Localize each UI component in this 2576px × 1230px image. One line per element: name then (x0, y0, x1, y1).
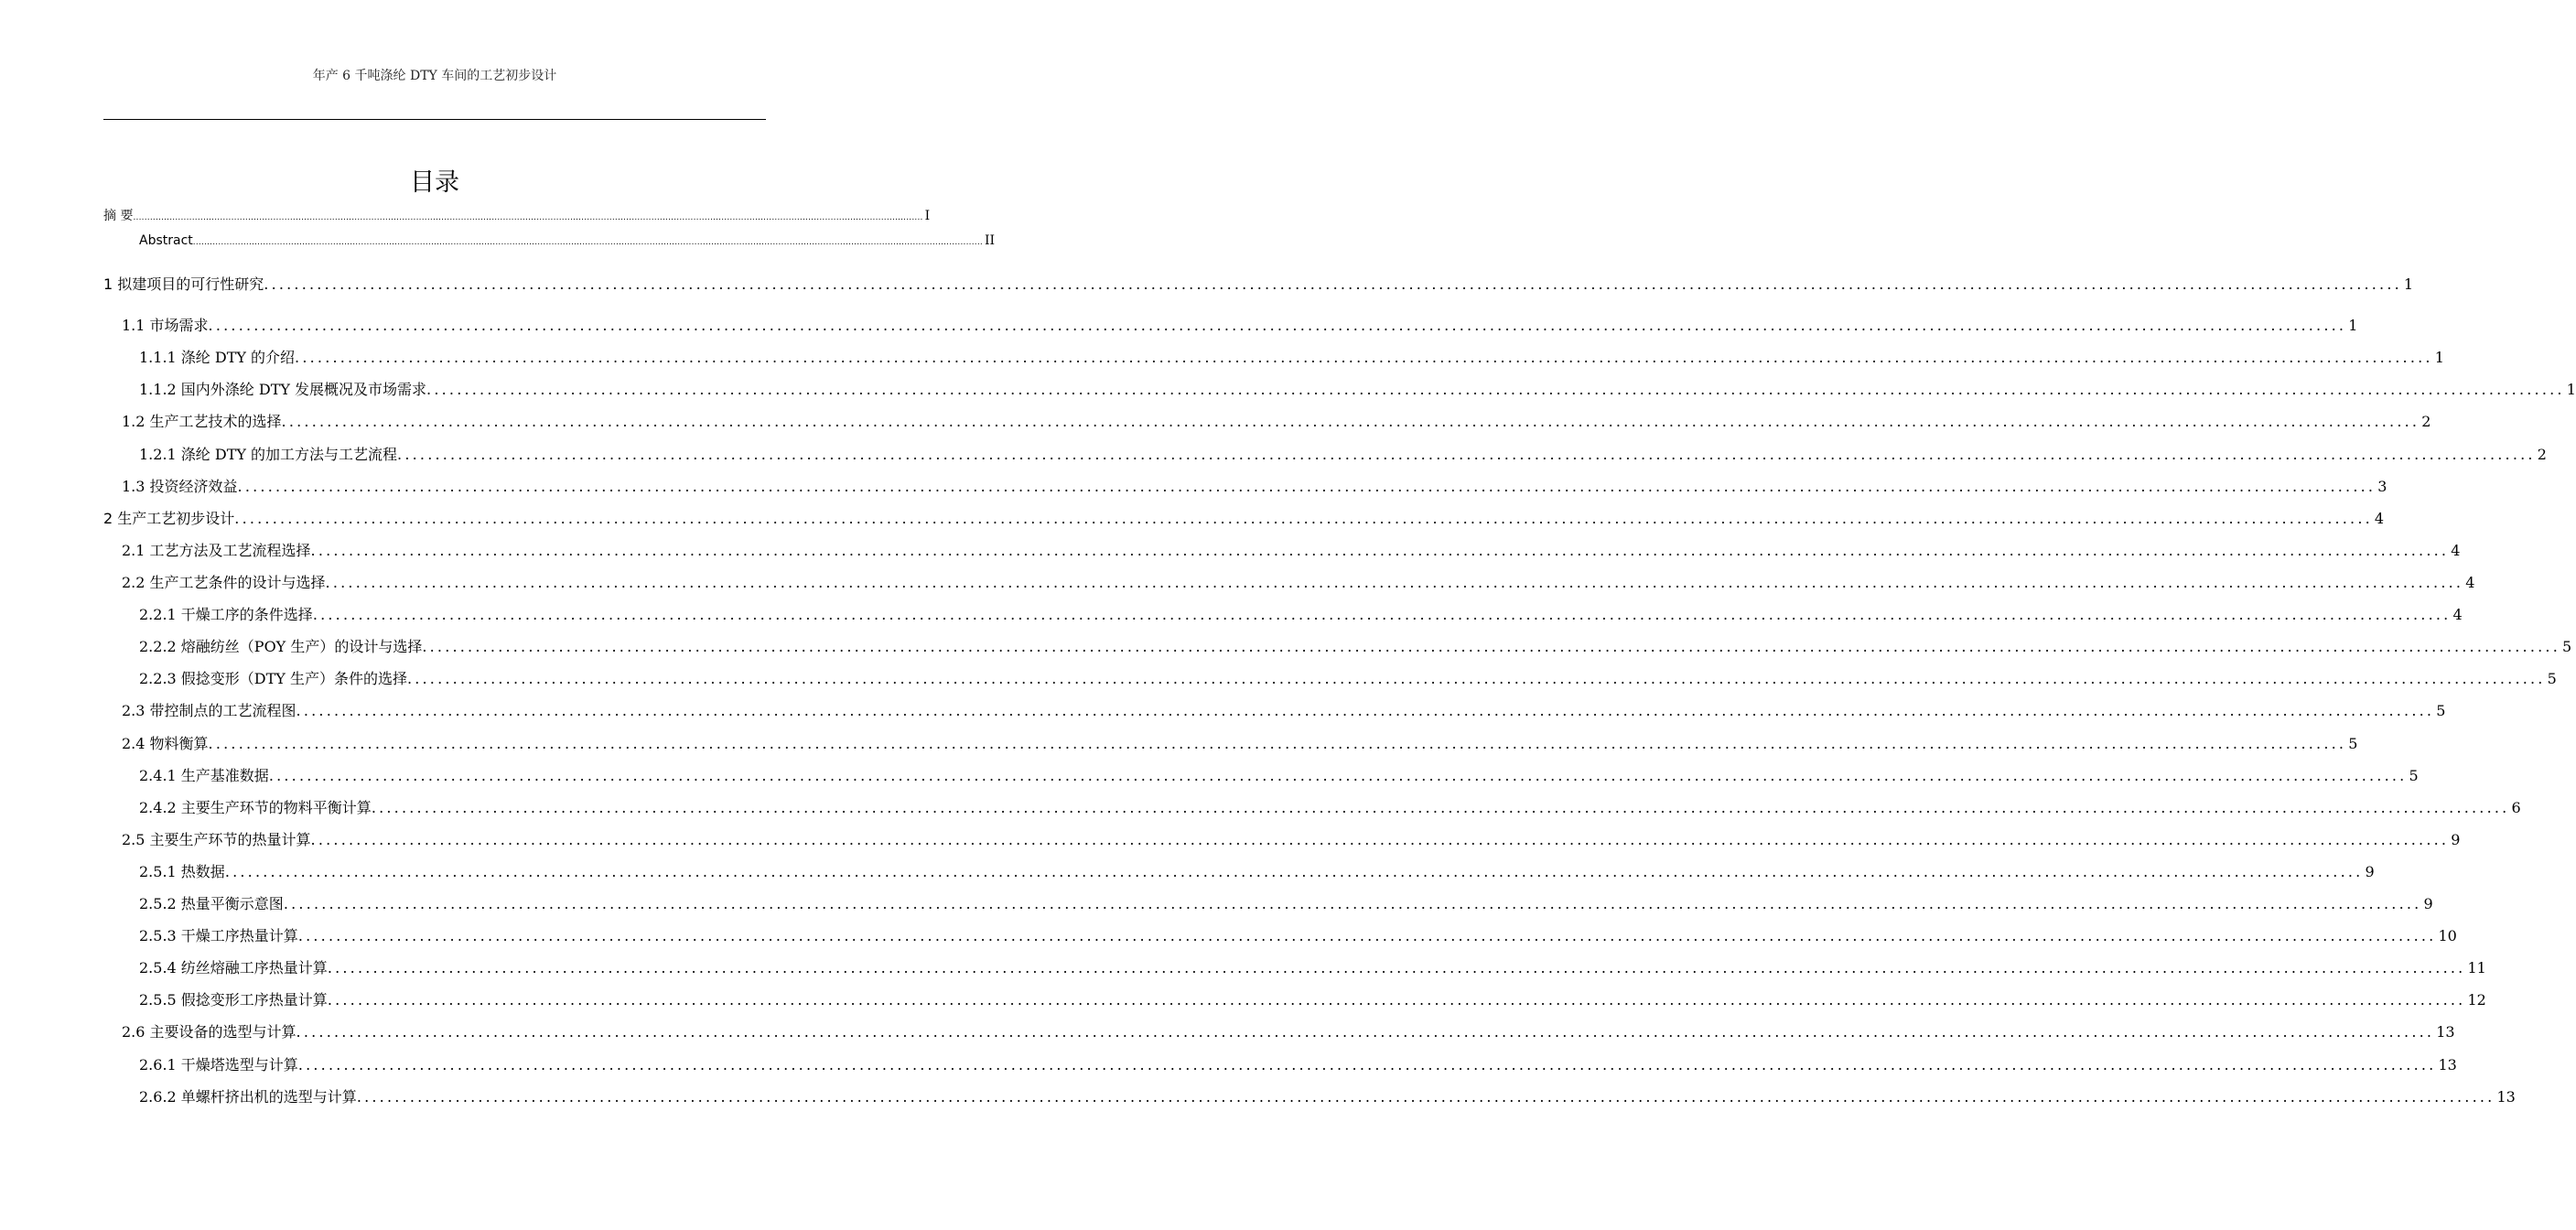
toc-entry-1-1-2[interactable] (139, 378, 2576, 399)
toc-entry-2-5-1[interactable] (139, 860, 2375, 881)
toc-label: 1.1.1 涤纶 DTY 的介绍 (139, 349, 296, 366)
toc-leader: .......................................................................................................................................................................................................................................................................................... (297, 927, 2437, 944)
toc-label: 2.4 物料衡算 (122, 735, 209, 752)
toc-entry-2-5[interactable] (122, 828, 2461, 849)
toc-leader: .......................................................................................................................................................................................................................................................................................... (397, 446, 2536, 463)
toc-leader: .......................................................................................................................................................................................................................................................................................... (208, 735, 2347, 752)
toc-leader: .......................................................................................................................................................................................................................................................................................... (422, 638, 2560, 655)
toc-leader: .......................................................................................................................................................................................................................................................................................... (281, 413, 2420, 430)
toc-entry-2-1[interactable] (122, 539, 2461, 560)
toc-label: 1.2.1 涤纶 DTY 的加工方法与工艺流程 (139, 446, 398, 463)
toc-page-number: 1 (2566, 381, 2576, 398)
toc-leader: .......................................................................................................................................................................................................................................................................................... (327, 991, 2466, 1009)
toc-label: 2.6 主要设备的选型与计算 (122, 1023, 296, 1041)
toc-label: 2.2.2 熔融纺丝（POY 生产）的设计与选择 (139, 638, 423, 655)
toc-label: 2.2 生产工艺条件的设计与选择 (122, 574, 326, 591)
toc-entry-abstract-en[interactable] (139, 233, 995, 248)
toc-page-number: 5 (2561, 638, 2572, 655)
toc-entry-chapter-1[interactable] (103, 273, 2414, 294)
toc-leader: .......................................................................................................................................................................................................................................................................................... (426, 381, 2565, 398)
toc-label: 2.4.1 生产基准数据 (139, 767, 269, 784)
toc-label: 1.1 市场需求 (122, 317, 209, 334)
toc-label: 1.1.2 国内外涤纶 DTY 发展概况及市场需求 (139, 381, 427, 398)
toc-entry-1-1[interactable] (122, 314, 2358, 335)
toc-page-number: 13 (2496, 1088, 2516, 1106)
toc-entry-2-6-2[interactable] (139, 1085, 2516, 1106)
toc-entry-1-3[interactable] (122, 475, 2387, 496)
toc-entry-1-2[interactable] (122, 410, 2431, 431)
toc-leader: .......................................................................................................................................................................................................................................................................................... (208, 317, 2347, 334)
toc-label: 2.6.2 单螺杆挤出机的选型与计算 (139, 1088, 357, 1106)
toc-page-number: 4 (2465, 574, 2475, 591)
toc-page-number: 13 (2436, 1023, 2455, 1041)
toc-label: 2.5.5 假捻变形工序热量计算 (139, 991, 328, 1009)
toc-entry-2-6[interactable] (122, 1020, 2455, 1041)
toc-page-number: 2 (2421, 413, 2431, 430)
toc-leader: .......................................................................................................................................................................................................................................................................................... (296, 702, 2435, 719)
toc-page-number: 9 (2423, 895, 2433, 912)
toc-page-number: 4 (2374, 510, 2385, 527)
toc-label: 2 生产工艺初步设计 (103, 510, 235, 527)
toc-leader: .......................................................................................................................................................................................................................................................................................... (224, 863, 2364, 880)
toc-entry-2-2-1[interactable] (139, 603, 2463, 624)
toc-label: 2.5.4 纺丝熔融工序热量计算 (139, 959, 328, 976)
toc-entry-2-2[interactable] (122, 571, 2475, 592)
toc-entry-2-5-5[interactable] (139, 988, 2486, 1009)
toc-label: 1.3 投资经济效益 (122, 478, 238, 495)
toc-page-number: 11 (2467, 959, 2486, 976)
toc-leader: .......................................................................................................................................................................................................................................................................................... (192, 238, 983, 247)
toc-entry-2-4-2[interactable] (139, 796, 2521, 817)
toc-label: 2.5.3 干燥工序热量计算 (139, 927, 298, 944)
toc-page-number: I (924, 209, 931, 223)
toc-page-number: 9 (2451, 831, 2461, 848)
toc-entry-1-2-1[interactable] (139, 443, 2547, 464)
toc-label: 2.5.2 热量平衡示意图 (139, 895, 284, 912)
toc-entry-abstract-cn[interactable] (103, 206, 931, 224)
toc-entry-1-1-1[interactable] (139, 346, 2444, 367)
toc-leader: .......................................................................................................................................................................................................................................................................................... (356, 1088, 2495, 1106)
toc-page-number: 3 (2377, 478, 2387, 495)
toc-leader: .......................................................................................................................................................................................................................................................................................... (283, 895, 2422, 912)
toc-entry-2-4-1[interactable] (139, 764, 2419, 785)
toc-page-number: 4 (2451, 542, 2461, 559)
toc-page-number: 5 (2547, 670, 2557, 687)
toc-label: 2.4.2 主要生产环节的物料平衡计算 (139, 799, 372, 816)
toc-page-number: 6 (2511, 799, 2521, 816)
toc-label: 2.3 带控制点的工艺流程图 (122, 702, 296, 719)
toc-label: 2.5 主要生产环节的热量计算 (122, 831, 311, 848)
toc-label: 1.2 生产工艺技术的选择 (122, 413, 282, 430)
toc-label: 2.2.3 假捻变形（DTY 生产）条件的选择 (139, 670, 407, 687)
toc-leader: .......................................................................................................................................................................................................................................................................................... (264, 275, 2402, 293)
toc-label: 摘 要 (103, 209, 134, 223)
toc-page-number: 1 (2348, 317, 2358, 334)
toc-leader: .......................................................................................................................................................................................................................................................................................... (312, 606, 2452, 623)
toc-leader: .......................................................................................................................................................................................................................................................................................... (237, 478, 2377, 495)
toc-entry-2-2-3[interactable] (139, 667, 2557, 688)
toc-leader: .......................................................................................................................................................................................................................................................................................... (325, 574, 2464, 591)
toc-page-number: 5 (2436, 702, 2446, 719)
toc-leader: .......................................................................................................................................................................................................................................................................................... (371, 799, 2510, 816)
toc-leader: .......................................................................................................................................................................................................................................................................................... (310, 542, 2450, 559)
toc-entry-2-4[interactable] (122, 732, 2358, 753)
toc-label: 2.5.1 热数据 (139, 863, 225, 880)
toc-page-number: 1 (2434, 349, 2444, 366)
toc-page-number: 13 (2438, 1056, 2457, 1074)
toc-leader: .......................................................................................................................................................................................................................................................................................... (133, 213, 923, 222)
toc-entry-2-2-2[interactable] (139, 635, 2572, 656)
toc-label: 1 拟建项目的可行性研究 (103, 275, 264, 293)
toc-leader: .......................................................................................................................................................................................................................................................................................... (296, 1023, 2435, 1041)
toc-leader: .......................................................................................................................................................................................................................................................................................... (295, 349, 2433, 366)
toc-page-number: 1 (2403, 275, 2414, 293)
toc-page-number: 4 (2452, 606, 2463, 623)
running-header: 年产 6 千吨涤纶 DTY 车间的工艺初步设计 (312, 69, 557, 83)
toc-entry-2-3[interactable] (122, 699, 2446, 720)
toc-leader: .......................................................................................................................................................................................................................................................................................... (297, 1056, 2437, 1074)
toc-page-number: 5 (2409, 767, 2419, 784)
header-divider (103, 119, 766, 120)
toc-page-number: 10 (2438, 927, 2457, 944)
toc-page-number: 9 (2365, 863, 2375, 880)
toc-label: Abstract (139, 233, 193, 248)
toc-label: 2.1 工艺方法及工艺流程选择 (122, 542, 311, 559)
toc-leader: .......................................................................................................................................................................................................................................................................................... (327, 959, 2466, 976)
toc-leader: .......................................................................................................................................................................................................................................................................................... (310, 831, 2450, 848)
toc-entry-2-6-1[interactable] (139, 1053, 2457, 1074)
toc-entry-2-5-3[interactable] (139, 924, 2457, 945)
toc-leader: .......................................................................................................................................................................................................................................................................................... (234, 510, 2373, 527)
toc-page-number: 12 (2467, 991, 2486, 1009)
toc-page-number: 5 (2348, 735, 2358, 752)
toc-page-number: II (984, 233, 995, 248)
toc-entry-2-5-2[interactable] (139, 892, 2433, 913)
toc-leader: .......................................................................................................................................................................................................................................................................................... (406, 670, 2546, 687)
toc-page-number: 2 (2537, 446, 2547, 463)
toc-label: 2.2.1 干燥工序的条件选择 (139, 606, 313, 623)
toc-entry-2-5-4[interactable] (139, 956, 2486, 977)
toc-label: 2.6.1 干燥塔选型与计算 (139, 1056, 298, 1074)
toc-entry-chapter-2[interactable] (103, 507, 2385, 528)
page-title: 目录 (410, 168, 459, 197)
toc-leader: .......................................................................................................................................................................................................................................................................................... (268, 767, 2408, 784)
